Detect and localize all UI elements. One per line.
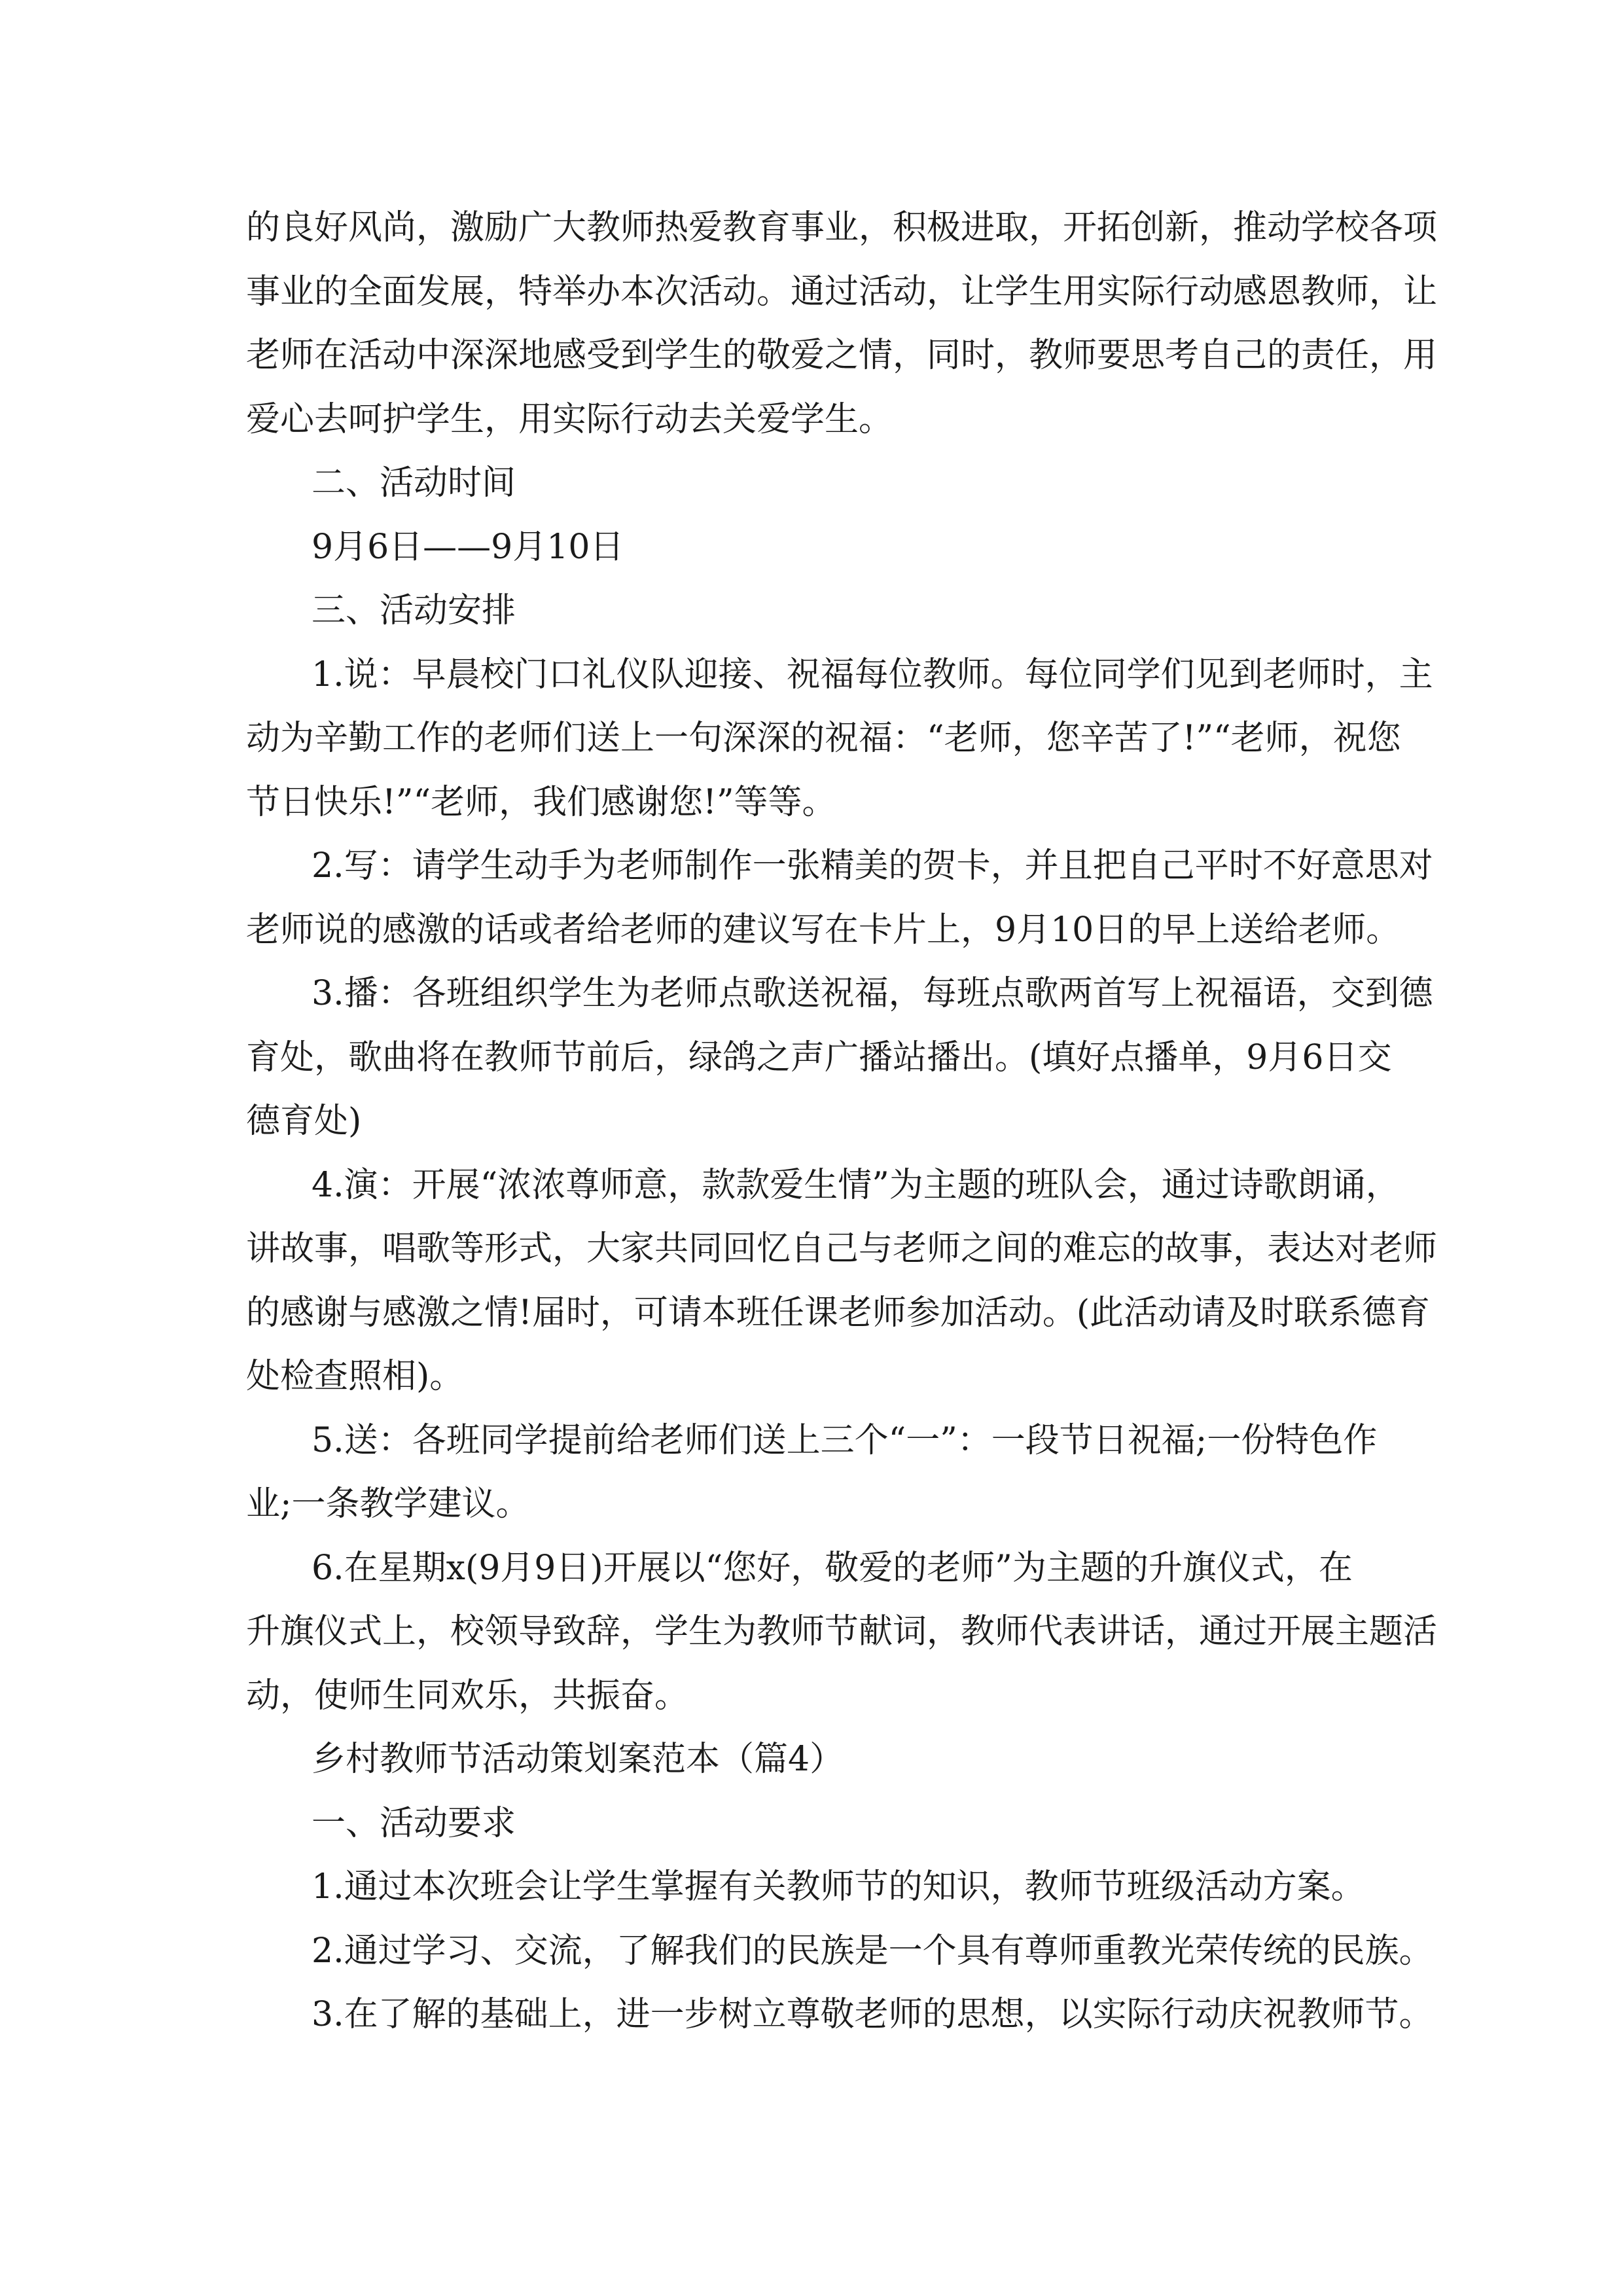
document-body xyxy=(246,196,1438,2047)
text-line: 一、活动要求 xyxy=(312,1803,516,1843)
text-line: 动，使师生同欢乐，共振奋。 xyxy=(246,1676,689,1715)
text-line: 9月6日——9月10日 xyxy=(312,527,624,567)
document-page xyxy=(246,196,1438,2047)
text-line: 乡村教师节活动策划案范本（篇4） xyxy=(312,1740,844,1779)
text-line: 4.演：开展“浓浓尊师意，款款爱生情”为主题的班队会，通过诗歌朗诵， xyxy=(312,1165,1400,1205)
text-line: 1.通过本次班会让学生掌握有关教师节的知识，教师节班级活动方案。 xyxy=(312,1867,1365,1907)
text-line: 1.说：早晨校门口礼仪队迎接、祝福每位教师。每位同学们见到老师时，主 xyxy=(312,655,1433,694)
text-line: 老师说的感激的话或者给老师的建议写在卡片上，9月10日的早上送给老师。 xyxy=(246,910,1400,950)
text-line: 3.在了解的基础上，进一步树立尊敬老师的思想，以实际行动庆祝教师节。 xyxy=(312,1995,1433,2034)
text-line: 老师在活动中深深地感受到学生的敬爱之情，同时，教师要思考自己的责任，用 xyxy=(246,336,1438,375)
text-line: 育处，歌曲将在教师节前后，绿鸽之声广播站播出。(填好点播单，9月6日交 xyxy=(246,1037,1392,1077)
text-line: 的良好风尚，激励广大教师热爱教育事业，积极进取，开拓创新，推动学校各项 xyxy=(246,208,1438,247)
text-line: 2.通过学习、交流，了解我们的民族是一个具有尊师重教光荣传统的民族。 xyxy=(312,1931,1433,1971)
text-line: 三、活动安排 xyxy=(312,591,516,630)
text-line: 讲故事，唱歌等形式，大家共同回忆自己与老师之间的难忘的故事，表达对老师 xyxy=(246,1229,1438,1268)
text-line: 升旗仪式上，校领导致辞，学生为教师节献词，教师代表讲话，通过开展主题活 xyxy=(246,1612,1438,1651)
text-line: 德育处) xyxy=(246,1102,362,1141)
text-line: 2.写：请学生动手为老师制作一张精美的贺卡，并且把自己平时不好意思对 xyxy=(312,846,1433,886)
text-line: 事业的全面发展，特举办本次活动。通过活动，让学生用实际行动感恩教师，让 xyxy=(246,272,1438,312)
text-line: 6.在星期x(9月9日)开展以“您好，敬爱的老师”为主题的升旗仪式，在 xyxy=(312,1548,1353,1588)
text-line: 的感谢与感激之情!届时，可请本班任课老师参加活动。(此活动请及时联系德育 xyxy=(246,1293,1431,1333)
text-line: 节日快乐!”“老师，我们感谢您!”等等。 xyxy=(246,782,836,822)
text-line: 动为辛勤工作的老师们送上一句深深的祝福：“老师，您辛苦了!”“老师，祝您 xyxy=(246,719,1401,758)
text-line: 处检查照相)。 xyxy=(246,1357,464,1396)
text-line: 5.送：各班同学提前给老师们送上三个“一”：一段节日祝福;一份特色作 xyxy=(312,1420,1378,1460)
text-line: 业;一条教学建议。 xyxy=(246,1484,530,1524)
text-line: 爱心去呵护学生，用实际行动去关爱学生。 xyxy=(246,399,893,439)
text-line: 二、活动时间 xyxy=(312,463,516,503)
text-line: 3.播：各班组织学生为老师点歌送祝福，每班点歌两首写上祝福语，交到德 xyxy=(312,974,1433,1013)
